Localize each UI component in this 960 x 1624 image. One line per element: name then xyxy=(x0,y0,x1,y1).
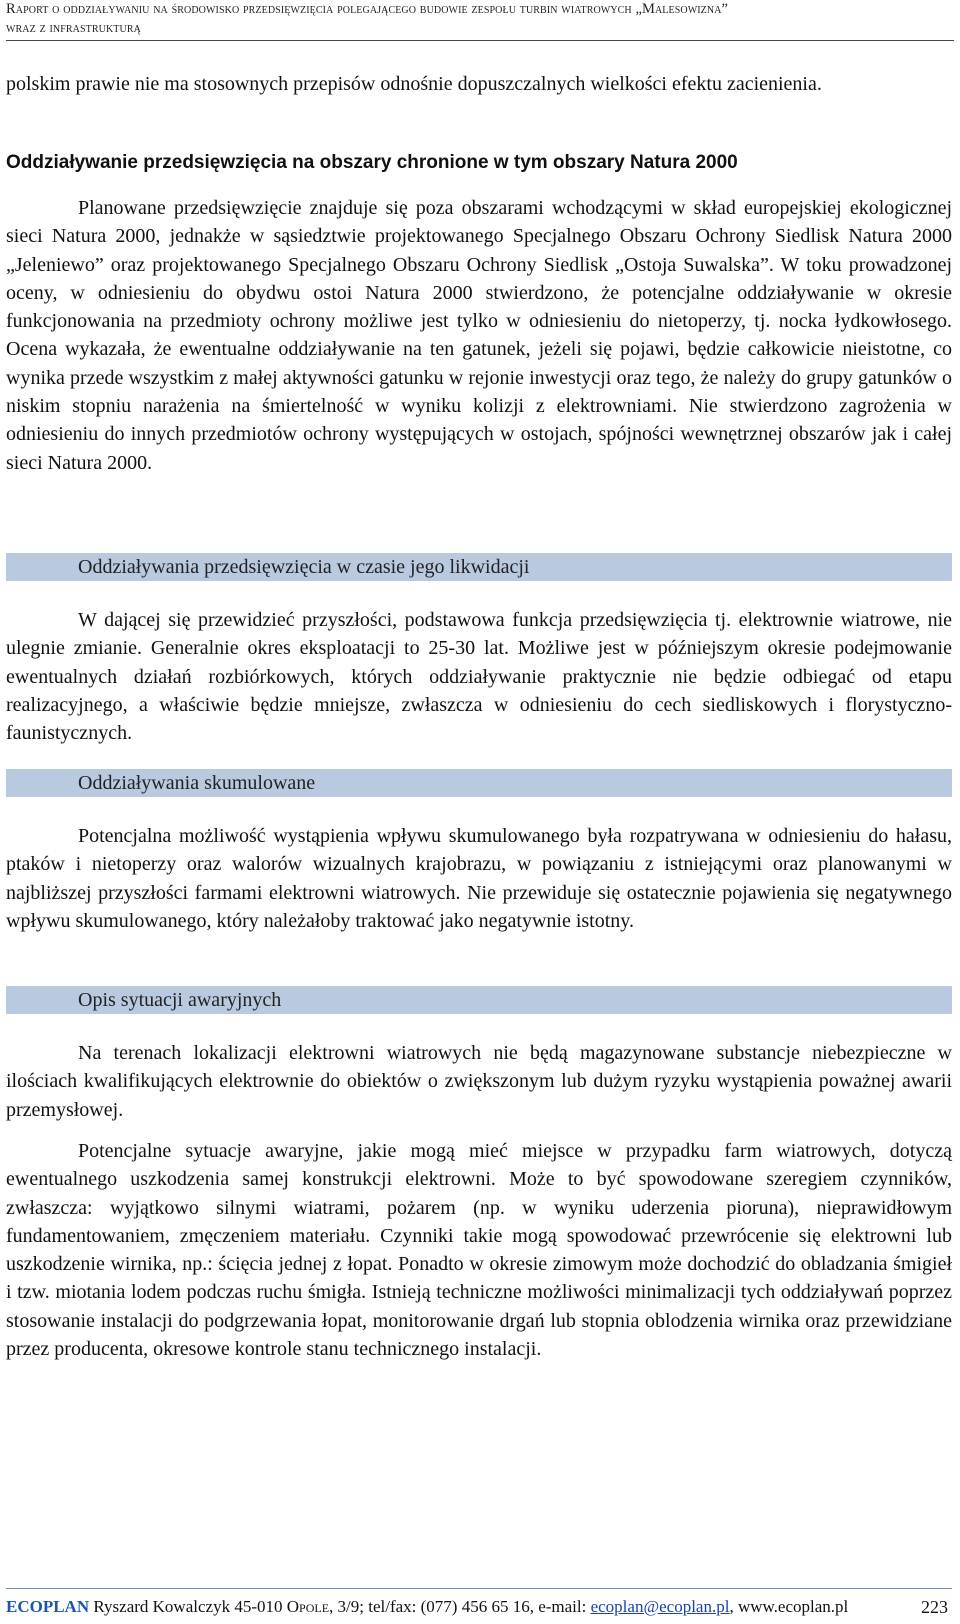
natura-para-2: W toku prowadzonej oceny, w odniesieniu do obydwu ostoi Natura 2000 stwierdzono, że potencjalne oddziaływanie w okresie funkcjonowania na przedmioty ochrony możliwe jest tylko w odniesieniu do nietoperzy, tj. nocka łydkowłosego. Ocena wykazała, że ewentualne oddziaływanie na ten gatunek, jeżeli się pojawi, będzie całkowicie nieistotne, co wynika przede wszystkim z małej aktywności gatunku w rejonie inwestycji oraz tego, że należy do grupy gatunków o niskim stopniu narażenia na śmiertelność w wyniku kolizji z elektrowniami. Nie stwierdzono zagrożenia w odniesieniu do innych przedmiotów ochrony występujących w ostojach, spójności wewnętrznej obszarów jak i całej sieci Natura 2000. xyxy=(6,253,953,474)
section-bar-awarie xyxy=(6,986,952,1014)
footer-name: Ryszard Kowalczyk xyxy=(93,1597,231,1616)
likwidacja-paragraph: W dającej się przewidzieć przyszłości, podstawowa funkcja przedsięwzięcia tj. elektrownie wiatrowe, nie ulegnie zmianie. Generalnie okres eksploatacji to 25-30 lat. Możliwe jest w późniejszym okresie podejmowanie ewentualnych działań rozbiórkowych, których oddziaływanie praktycznie nie będzie odbiegać od etapu realizacyjnego, a właściwie będzie mniejsze, zwłaszcza w odniesieniu do cech siedliskowych i florystyczno-faunistycznych. xyxy=(6,609,952,745)
intro-fragment: polskim prawie nie ma stosownych przepisów odnośnie dopuszczalnych wielkości efektu zacienienia. xyxy=(6,73,822,95)
awarie-paragraph-1: Na terenach lokalizacji elektrowni wiatrowych nie będą magazynowane substancje niebezpieczne w ilościach kwalifikujących elektrownie do obiektów o zwiększonym lub dużym ryzyku wystąpienia poważnej awarii przemysłowej. xyxy=(6,1042,952,1121)
footer-postal: 45-010 xyxy=(234,1597,283,1616)
page-footer xyxy=(6,1588,952,1619)
natura-heading: Oddziaływanie przedsięwzięcia na obszary chronione w tym obszary Natura 2000 xyxy=(6,152,738,173)
header-line-1: Raport o oddziaływaniu na środowisko przedsięwzięcia polegającego budowie zespołu turbin wiatrowych „Malesowizna” xyxy=(6,1,729,17)
footer-website[interactable]: www.ecoplan.pl xyxy=(737,1597,849,1616)
natura-para-1: Planowane przedsięwzięcie znajduje się poza obszarami wchodzącymi w skład europejskiej ekologicznej sieci Natura 2000, jednakże w sąsiedztwie projektowanego Specjalnego Obszaru Ochrony Siedlisk Natura 2000 „Jeleniewo” oraz projektowanego Specjalnego Obszaru Ochrony Siedlisk „Ostoja Suwalska”. xyxy=(6,197,952,276)
footer-city: Opole xyxy=(286,1597,330,1616)
awarie-heading: Opis sytuacji awaryjnych xyxy=(78,989,282,1011)
section-bar-likwidacja xyxy=(6,553,952,581)
section-bar-skumulowane xyxy=(6,769,952,797)
footer-address: , 3/9; tel/fax: (077) 456 65 16, e-mail: xyxy=(329,1597,591,1616)
skumulowane-heading: Oddziaływania skumulowane xyxy=(78,772,316,794)
skumulowane-paragraph: Potencjalna możliwość wystąpienia wpływu skumulowanego była rozpatrywana w odniesieniu do hałasu, ptaków i nietoperzy oraz walorów wizualnych krajobrazu, w powiązaniu z istniejącymi oraz planowanymi w najbliższej przyszłości farmami elektrowni wiatrowych. Nie przewiduje się ostatecznie pojawienia się negatywnego wpływu skumulowanego, który należałoby traktować jako negatywnie istotny. xyxy=(6,825,952,932)
footer-separator: , xyxy=(729,1597,734,1616)
footer-brand: ECOPLAN xyxy=(6,1597,90,1616)
likwidacja-heading: Oddziaływania przedsięwzięcia w czasie jego likwidacji xyxy=(78,556,530,578)
footer-email-link[interactable]: ecoplan@ecoplan.pl xyxy=(590,1597,730,1616)
awarie-paragraph-2: Potencjalne sytuacje awaryjne, jakie mogą mieć miejsce w przypadku farm wiatrowych, dotyczą ewentualnego uszkodzenia samej konstrukcji elektrowni. Może to być spowodowane szeregiem czynników, zwłaszcza: wyjątkowo silnymi wiatrami, pożarem (np. w wyniku uderzenia pioruna), nieprawidłowym fundamentowaniem, zmęczeniem materiału. Czynniki takie mogą spowodować przewrócenie się elektrowni lub uszkodzenie wirnika, np.: ścięcia jednej z łopat. Ponadto w okresie zimowym może dochodzić do obladzania śmigieł i tzw. miotania lodem podczas ruchu śmigła. Istnieją techniczne możliwości minimalizacji tych oddziaływań poprzez stosowanie instalacji do podgrzewania łopat, monitorowanie drgań lub stopnia oblodzenia wirnika oraz przewidziane przez producenta, okresowe kontrole stanu technicznego instalacji. xyxy=(6,1140,952,1361)
running-header xyxy=(6,0,954,41)
page-number: 223 xyxy=(921,1597,948,1617)
natura-paragraph xyxy=(6,194,952,477)
header-line-2: wraz z infrastrukturą xyxy=(6,20,141,36)
